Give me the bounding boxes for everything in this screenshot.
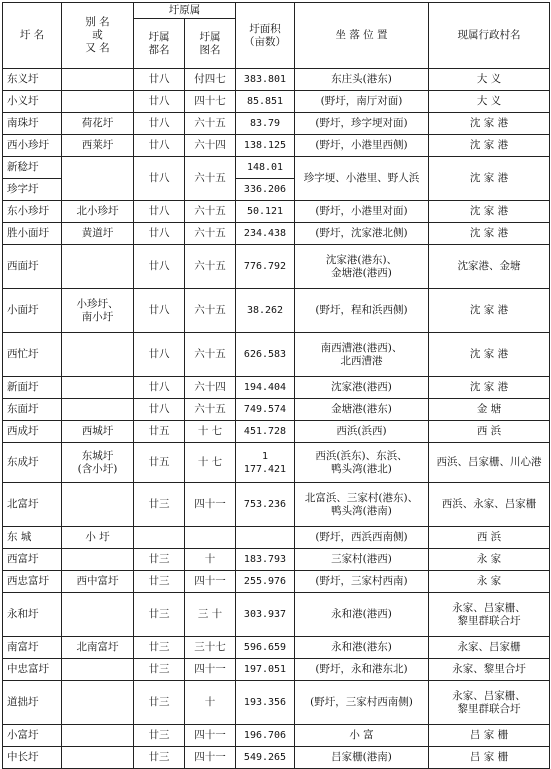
cell-district: 廿八: [134, 223, 185, 245]
cell-area: 776.792: [236, 245, 295, 289]
header-name: 圩 名: [3, 3, 62, 69]
cell-district: 廿三: [134, 593, 185, 637]
table-row: [3, 69, 550, 91]
cell-area: 183.793: [236, 549, 295, 571]
cell-area: 38.262: [236, 289, 295, 333]
cell-village: 金 塘: [429, 399, 550, 421]
table-row: [3, 201, 550, 223]
cell-name: 北富圩: [3, 483, 62, 527]
cell-district: 廿五: [134, 443, 185, 483]
cell-district: 廿八: [134, 157, 185, 201]
cell-map: 六十五: [185, 333, 236, 377]
cell-alias: 黄道圩: [62, 223, 134, 245]
cell-map: 四十一: [185, 483, 236, 527]
cell-location: 北富浜、三家村(港东)、 鸭头湾(港南): [295, 483, 429, 527]
cell-district: 廿三: [134, 725, 185, 747]
cell-alias: [62, 681, 134, 725]
cell-district: 廿三: [134, 571, 185, 593]
table-row: [3, 223, 550, 245]
table-row: [3, 483, 550, 527]
cell-area: 303.937: [236, 593, 295, 637]
cell-village: 永 家: [429, 549, 550, 571]
header-location: 坐 落 位 置: [295, 3, 429, 69]
cell-location: 沈家港(港西): [295, 377, 429, 399]
table-row: [3, 245, 550, 289]
header-district: 圩属 都名: [134, 19, 185, 69]
cell-name: 南珠圩: [3, 113, 62, 135]
cell-village: 大 义: [429, 91, 550, 113]
cell-map: 四十一: [185, 747, 236, 769]
cell-location: 西浜(浜东)、东浜、 鸭头湾(港北): [295, 443, 429, 483]
table-row: [3, 443, 550, 483]
cell-village: 吕 家 栅: [429, 725, 550, 747]
cell-area: 753.236: [236, 483, 295, 527]
cell-name: 东 城: [3, 527, 62, 549]
cell-location: (野圩，永和港东北): [295, 659, 429, 681]
cell-alias: [62, 91, 134, 113]
cell-location: (野圩，西浜西南侧): [295, 527, 429, 549]
cell-name: 中忠富圩: [3, 659, 62, 681]
cell-map: 三十七: [185, 637, 236, 659]
cell-area: 1 177.421: [236, 443, 295, 483]
cell-name: 西成圩: [3, 421, 62, 443]
table-row: [3, 549, 550, 571]
table-row: [3, 571, 550, 593]
cell-name: 小富圩: [3, 725, 62, 747]
cell-location: (野圩，珍字埂对面): [295, 113, 429, 135]
cell-area: 138.125: [236, 135, 295, 157]
table-row: [3, 113, 550, 135]
cell-village: 沈 家 港: [429, 377, 550, 399]
cell-map: 六十五: [185, 289, 236, 333]
cell-name: 中长圩: [3, 747, 62, 769]
cell-name: 胜小面圩: [3, 223, 62, 245]
cell-village: 永家、吕家栅、 黎里群联合圩: [429, 681, 550, 725]
cell-district: 廿八: [134, 377, 185, 399]
cell-location: 小 富: [295, 725, 429, 747]
cell-district: 廿八: [134, 333, 185, 377]
cell-village: 沈 家 港: [429, 201, 550, 223]
cell-village: 西 浜: [429, 527, 550, 549]
cell-district: 廿八: [134, 201, 185, 223]
cell-map: [185, 527, 236, 549]
cell-district: 廿五: [134, 421, 185, 443]
cell-location: 三家村(港西): [295, 549, 429, 571]
cell-area: 749.574: [236, 399, 295, 421]
cell-name: 西小珍圩: [3, 135, 62, 157]
cell-map: 十 七: [185, 443, 236, 483]
cell-area: 383.801: [236, 69, 295, 91]
cell-district: 廿八: [134, 289, 185, 333]
cell-location: 珍字埂、小港里、野人浜: [295, 157, 429, 201]
cell-name: 道拙圩: [3, 681, 62, 725]
cell-alias: [62, 399, 134, 421]
cell-village: 西浜、吕家栅、川心港: [429, 443, 550, 483]
cell-village: 沈 家 港: [429, 333, 550, 377]
cell-map: 十: [185, 681, 236, 725]
table-row: [3, 527, 550, 549]
cell-location: (野圩，程和浜西侧): [295, 289, 429, 333]
cell-alias: 荷花圩: [62, 113, 134, 135]
cell-district: 廿八: [134, 91, 185, 113]
cell-name: 东小珍圩: [3, 201, 62, 223]
cell-name: 西忙圩: [3, 333, 62, 377]
cell-district: 廿八: [134, 69, 185, 91]
cell-alias: [62, 725, 134, 747]
cell-location: 永和港(港东): [295, 637, 429, 659]
table-row: [3, 659, 550, 681]
cell-village: 沈 家 港: [429, 135, 550, 157]
cell-name: 东成圩: [3, 443, 62, 483]
cell-alias: [62, 747, 134, 769]
table-row: [3, 157, 550, 179]
cell-village: 西浜、永家、吕家栅: [429, 483, 550, 527]
cell-area: 336.206: [236, 179, 295, 201]
cell-area: 596.659: [236, 637, 295, 659]
cell-village: 沈家港、金塘: [429, 245, 550, 289]
cell-area: 85.851: [236, 91, 295, 113]
cell-alias: [62, 659, 134, 681]
cell-location: (野圩，沈家港北侧): [295, 223, 429, 245]
cell-location: 永和港(港西): [295, 593, 429, 637]
cell-alias: [62, 69, 134, 91]
cell-name: 新稔圩: [3, 157, 62, 179]
cell-area: [236, 527, 295, 549]
cell-name: 东面圩: [3, 399, 62, 421]
cell-village: 永家、黎里合圩: [429, 659, 550, 681]
cell-location: (野圩，三家村西南侧): [295, 681, 429, 725]
cell-village: 永家、吕家栅、 黎里群联合圩: [429, 593, 550, 637]
cell-village: 沈 家 港: [429, 113, 550, 135]
header-area: 圩面积 （亩数）: [236, 3, 295, 69]
cell-alias: [62, 157, 134, 201]
cell-name: 西富圩: [3, 549, 62, 571]
cell-name: 珍字圩: [3, 179, 62, 201]
cell-name: 小面圩: [3, 289, 62, 333]
cell-name: 西忠富圩: [3, 571, 62, 593]
table-row: [3, 681, 550, 725]
cell-map: 四十一: [185, 659, 236, 681]
cell-district: 廿三: [134, 549, 185, 571]
cell-alias: [62, 333, 134, 377]
cell-area: 193.356: [236, 681, 295, 725]
cell-location: 西浜(浜西): [295, 421, 429, 443]
table-row: [3, 333, 550, 377]
cell-district: 廿三: [134, 483, 185, 527]
cell-map: 六十四: [185, 135, 236, 157]
header-village: 现属行政村名: [429, 3, 550, 69]
cell-map: 六十五: [185, 157, 236, 201]
cell-map: 四十一: [185, 571, 236, 593]
polder-table: [2, 2, 550, 769]
cell-area: 50.121: [236, 201, 295, 223]
table-row: [3, 725, 550, 747]
cell-alias: 西城圩: [62, 421, 134, 443]
cell-alias: 西中富圩: [62, 571, 134, 593]
cell-alias: 小珍圩、 南小圩: [62, 289, 134, 333]
cell-name: 东义圩: [3, 69, 62, 91]
table-row: [3, 747, 550, 769]
cell-map: 付四七: [185, 69, 236, 91]
cell-alias: 东城圩 (含小圩): [62, 443, 134, 483]
cell-area: 626.583: [236, 333, 295, 377]
cell-location: (野圩，小港里对面): [295, 201, 429, 223]
cell-location: 东庄头(港东): [295, 69, 429, 91]
cell-village: 沈 家 港: [429, 289, 550, 333]
cell-village: 沈 家 港: [429, 157, 550, 201]
cell-name: 永和圩: [3, 593, 62, 637]
cell-map: 十 七: [185, 421, 236, 443]
table-row: [3, 289, 550, 333]
cell-village: 沈 家 港: [429, 223, 550, 245]
table-row: [3, 135, 550, 157]
table-row: [3, 593, 550, 637]
cell-name: 新面圩: [3, 377, 62, 399]
cell-district: [134, 527, 185, 549]
cell-name: 西面圩: [3, 245, 62, 289]
cell-map: 六十五: [185, 113, 236, 135]
cell-district: 廿八: [134, 399, 185, 421]
cell-village: 西 浜: [429, 421, 550, 443]
cell-area: 234.438: [236, 223, 295, 245]
cell-map: 六十五: [185, 245, 236, 289]
cell-village: 永家、吕家栅: [429, 637, 550, 659]
cell-area: 194.404: [236, 377, 295, 399]
cell-area: 196.706: [236, 725, 295, 747]
cell-village: 永 家: [429, 571, 550, 593]
cell-location: 沈家港(港东)、 金塘港(港西): [295, 245, 429, 289]
cell-alias: [62, 377, 134, 399]
table-row: [3, 91, 550, 113]
cell-village: 大 义: [429, 69, 550, 91]
cell-district: 廿八: [134, 135, 185, 157]
cell-area: 549.265: [236, 747, 295, 769]
cell-map: 四十七: [185, 91, 236, 113]
table-row: [3, 421, 550, 443]
cell-name: 南富圩: [3, 637, 62, 659]
cell-alias: 小 圩: [62, 527, 134, 549]
cell-district: 廿三: [134, 747, 185, 769]
header-alias: 别 名 或 又 名: [62, 3, 134, 69]
cell-location: (野圩，三家村西南): [295, 571, 429, 593]
cell-area: 197.051: [236, 659, 295, 681]
cell-map: 三 十: [185, 593, 236, 637]
cell-alias: 西莱圩: [62, 135, 134, 157]
cell-district: 廿三: [134, 659, 185, 681]
cell-area: 255.976: [236, 571, 295, 593]
cell-location: 南西漕港(港西)、 北西漕港: [295, 333, 429, 377]
cell-area: 83.79: [236, 113, 295, 135]
cell-area: 148.01: [236, 157, 295, 179]
cell-district: 廿三: [134, 681, 185, 725]
cell-map: 六十五: [185, 399, 236, 421]
cell-location: (野圩，南厅对面): [295, 91, 429, 113]
cell-name: 小义圩: [3, 91, 62, 113]
cell-district: 廿八: [134, 245, 185, 289]
cell-alias: [62, 549, 134, 571]
table-row: [3, 399, 550, 421]
cell-map: 四十一: [185, 725, 236, 747]
cell-map: 六十五: [185, 201, 236, 223]
table-row: [3, 377, 550, 399]
cell-area: 451.728: [236, 421, 295, 443]
cell-district: 廿三: [134, 637, 185, 659]
header-map: 圩属 图名: [185, 19, 236, 69]
cell-location: 吕家栅(港南): [295, 747, 429, 769]
cell-alias: [62, 483, 134, 527]
cell-alias: 北小珍圩: [62, 201, 134, 223]
cell-map: 六十五: [185, 223, 236, 245]
table-row: [3, 637, 550, 659]
cell-map: 六十四: [185, 377, 236, 399]
cell-location: (野圩，小港里西侧): [295, 135, 429, 157]
cell-district: 廿八: [134, 113, 185, 135]
header-original: 圩原属: [134, 3, 236, 19]
cell-alias: [62, 245, 134, 289]
cell-village: 吕 家 栅: [429, 747, 550, 769]
cell-alias: 北南富圩: [62, 637, 134, 659]
cell-map: 十: [185, 549, 236, 571]
cell-location: 金塘港(港东): [295, 399, 429, 421]
cell-alias: [62, 593, 134, 637]
